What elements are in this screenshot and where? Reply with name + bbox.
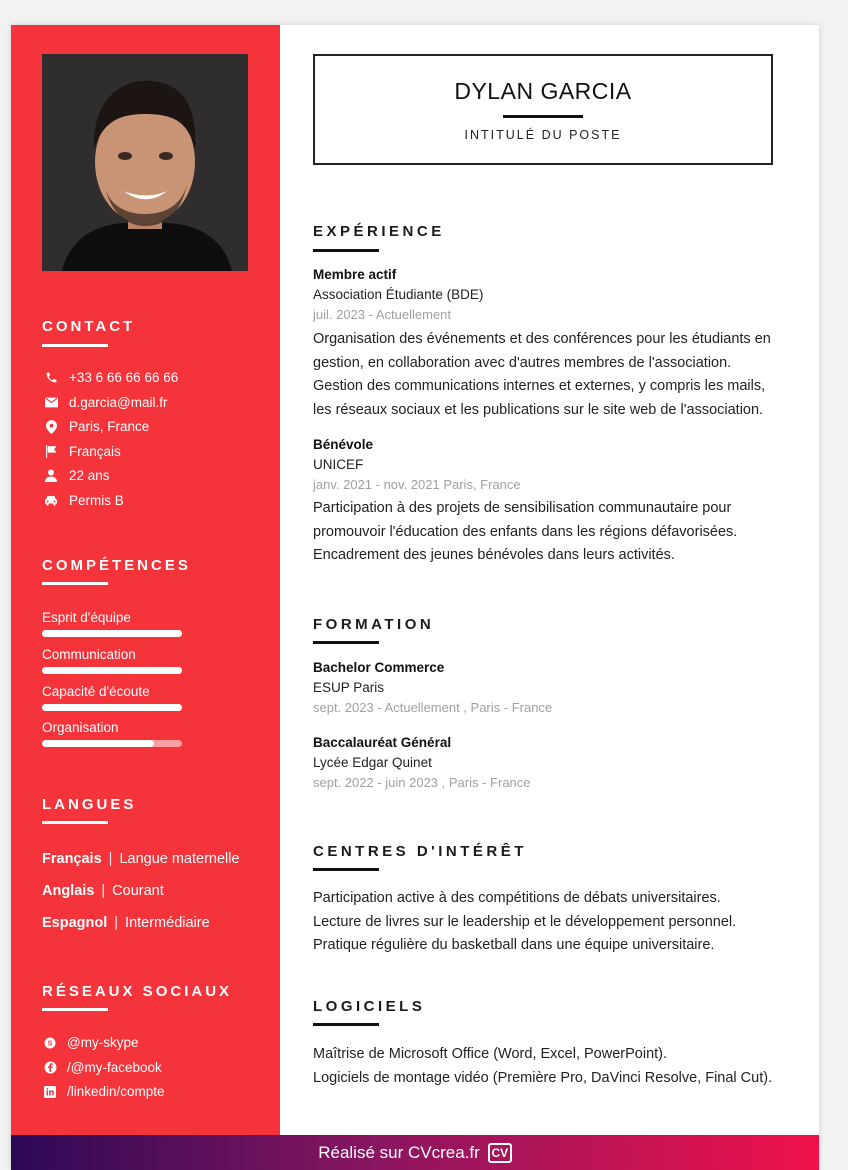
language-item: Français | Langue maternelle — [42, 851, 240, 867]
experience-role: Membre actif — [313, 267, 397, 282]
skill-label: Capacité d'écoute — [42, 684, 150, 699]
footer-text: Réalisé sur CVcrea.fr — [318, 1142, 480, 1162]
education-degree: Baccalauréat Général — [313, 735, 452, 750]
skill-bar-fill — [42, 704, 182, 711]
experience-description: Organisation des événements et des conférences pour les étudiants en gestion, en collaboration avec d'autres membres de l'association. Gestion des communications internes et externes, y compris les mails, les réseaux sociaux et les publications sur le site web de l'association. — [313, 331, 771, 418]
car-icon — [42, 495, 60, 506]
experience-heading: EXPÉRIENCE — [313, 223, 445, 240]
candidate-name: DYLAN GARCIA — [454, 78, 632, 104]
contact-location — [42, 419, 149, 434]
skill-label: Organisation — [42, 720, 119, 735]
facebook-icon — [42, 1061, 58, 1074]
skill-bar — [42, 667, 182, 674]
experience-date: janv. 2021 - nov. 2021 Paris, France — [313, 477, 521, 492]
contact-phone — [42, 370, 178, 385]
language-level: Langue maternelle — [119, 851, 240, 867]
contact-location-text: Paris, France — [69, 419, 150, 434]
profile-photo — [42, 54, 248, 271]
language-name: Anglais — [42, 883, 95, 899]
skill-bar — [42, 630, 182, 637]
interest-line: Lecture de livres sur le leadership et le développement personnel. — [313, 913, 737, 930]
contact-license — [42, 493, 124, 508]
skill-bar-fill — [42, 740, 154, 747]
social-linkedin-text: /linkedin/compte — [67, 1084, 165, 1099]
software-line: Maîtrise de Microsoft Office (Word, Excel, PowerPoint). — [313, 1046, 668, 1062]
experience-org: Association Étudiante (BDE) — [313, 287, 484, 302]
interests-underline — [313, 868, 379, 871]
language-name: Espagnol — [42, 915, 108, 931]
resume-page — [11, 25, 819, 1170]
experience-description: Participation à des projets de sensibilisation communautaire pour promouvoir l'éducation des enfants dans les régions défavorisées. Encadrement des jeunes bénévoles dans leurs activités. — [313, 500, 738, 563]
contact-email — [42, 395, 167, 410]
linkedin-icon — [42, 1086, 58, 1098]
interests-text — [313, 887, 781, 958]
contact-age-text: 22 ans — [69, 468, 110, 483]
education-degree: Bachelor Commerce — [313, 660, 445, 675]
language-level: Courant — [112, 883, 164, 899]
education-date: sept. 2023 - Actuellement , Paris - France — [313, 700, 553, 715]
language-name: Français — [42, 851, 102, 867]
interests-heading: CENTRES D'INTÉRÊT — [313, 843, 527, 860]
contact-heading: CONTACT — [42, 318, 136, 335]
contact-nationality-text: Français — [69, 444, 121, 459]
languages-underline — [42, 821, 108, 824]
social-facebook-text: /@my-facebook — [67, 1060, 162, 1075]
job-title: INTITULÉ DU POSTE — [464, 128, 622, 142]
user-icon — [42, 469, 60, 482]
social-underline — [42, 1008, 108, 1011]
software-heading: LOGICIELS — [313, 998, 426, 1015]
software-underline — [313, 1023, 379, 1026]
social-facebook[interactable] — [42, 1060, 162, 1075]
software-text — [313, 1043, 781, 1090]
skill-label: Esprit d'équipe — [42, 610, 131, 625]
experience-org: UNICEF — [313, 457, 364, 472]
experience-underline — [313, 249, 379, 252]
languages-heading: LANGUES — [42, 796, 137, 813]
cvcrea-logo-icon: CV — [488, 1143, 512, 1163]
contact-underline — [42, 344, 108, 347]
svg-text:S: S — [47, 1040, 53, 1047]
interest-line: Participation active à des compétitions de débats universitaires. — [313, 890, 721, 906]
experience-role: Bénévole — [313, 437, 374, 452]
social-skype-text: @my-skype — [67, 1035, 139, 1050]
skills-underline — [42, 582, 108, 585]
sidebar — [11, 25, 280, 1135]
social-linkedin[interactable] — [42, 1084, 165, 1099]
skills-heading: COMPÉTENCES — [42, 557, 191, 574]
envelope-icon — [42, 397, 60, 408]
footer-banner[interactable] — [11, 1135, 819, 1170]
flag-icon — [42, 445, 60, 458]
skill-bar-fill — [42, 630, 182, 637]
skill-label: Communication — [42, 647, 136, 662]
education-date: sept. 2022 - juin 2023 , Paris - France — [313, 775, 531, 790]
software-line: Logiciels de montage vidéo (Première Pro, DaVinci Resolve, Final Cut). — [313, 1069, 773, 1086]
education-underline — [313, 641, 379, 644]
education-school: Lycée Edgar Quinet — [313, 755, 432, 770]
social-skype[interactable] — [42, 1035, 138, 1050]
language-item: Anglais | Courant — [42, 883, 164, 899]
name-divider — [503, 115, 583, 118]
social-heading: RÉSEAUX SOCIAUX — [42, 983, 233, 1000]
name-box — [313, 54, 773, 165]
contact-license-text: Permis B — [69, 493, 124, 508]
education-heading: FORMATION — [313, 616, 435, 633]
skill-bar-fill — [42, 667, 182, 674]
phone-icon — [42, 371, 60, 384]
map-pin-icon — [42, 420, 60, 434]
contact-nationality — [42, 444, 121, 459]
language-level: Intermédiaire — [125, 915, 210, 931]
contact-email-text: d.garcia@mail.fr — [69, 395, 168, 410]
skype-icon — [42, 1037, 58, 1049]
contact-age — [42, 468, 110, 483]
language-item: Espagnol | Intermédiaire — [42, 915, 210, 931]
contact-phone-text: +33 6 66 66 66 66 — [69, 370, 179, 385]
skill-bar — [42, 704, 182, 711]
skill-bar — [42, 740, 182, 747]
experience-date: juil. 2023 - Actuellement — [313, 307, 452, 322]
interest-line: Pratique régulière du basketball dans une équipe universitaire. — [313, 937, 715, 953]
education-school: ESUP Paris — [313, 680, 385, 695]
